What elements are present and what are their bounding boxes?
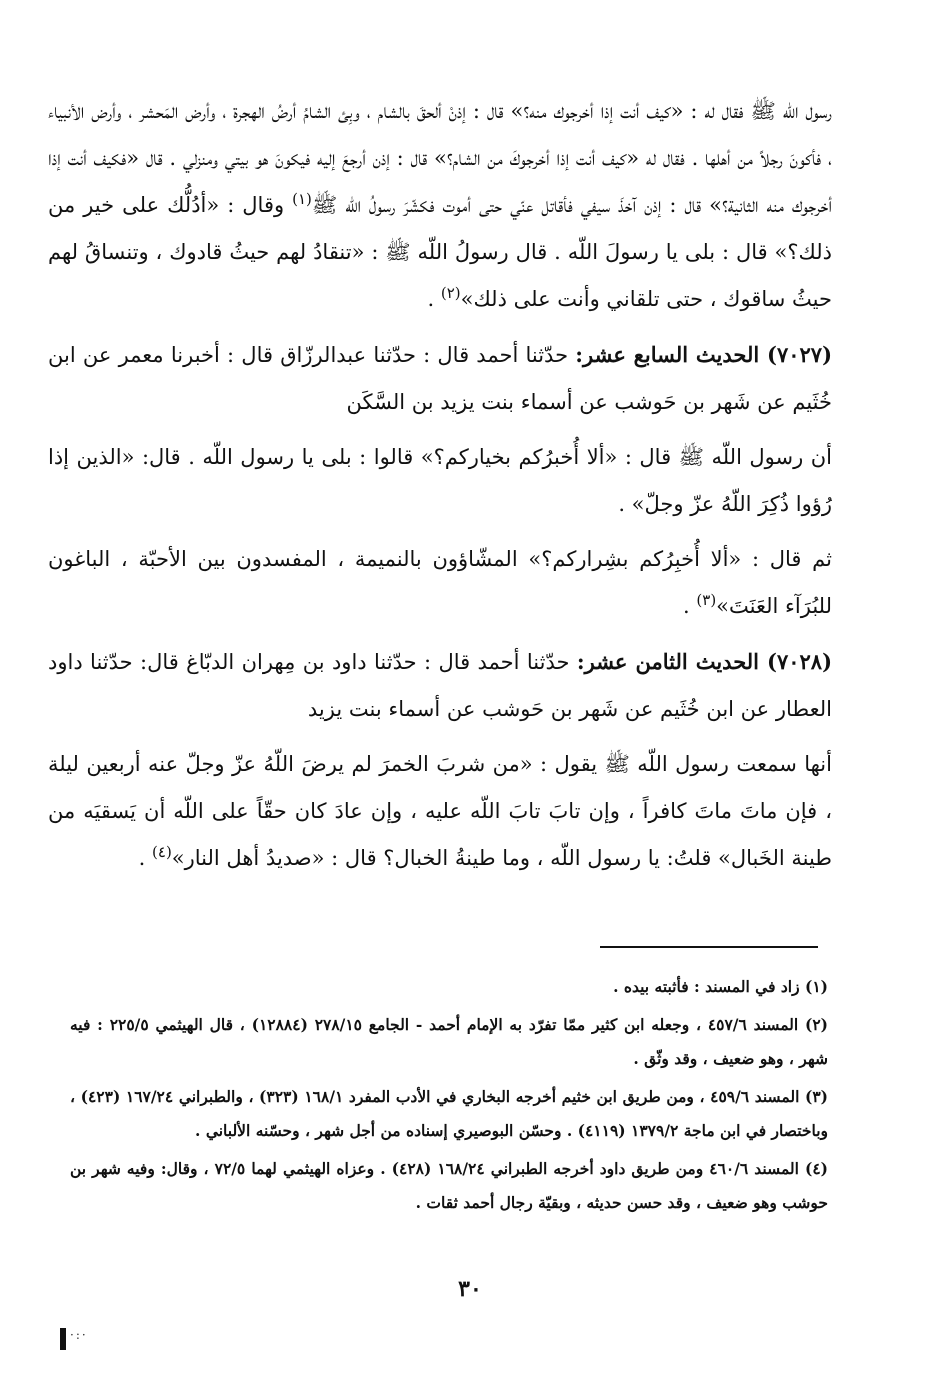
footnote-ref-2: (٢) bbox=[440, 284, 461, 302]
footnote-3: (٣) المسند ٤٥٩/٦ ، ومن طريق ابن خثيم أخرجه البخاري في الأدب المفرد ١٦٨/١ (٣٢٣) ، والطبراني ١٦٧/٢٤ (٤٢٣) ، وباختصار في ابن ماجة ١٣٧٩/٢ (٤١١٩) . وحسّن البوصيري إسناده من أجل شهر ، وحسّنه الألباني . bbox=[70, 1087, 828, 1140]
footnote-ref-1: (١) bbox=[292, 190, 312, 208]
paragraph-1-continued: وقال : «أدُلُّك على خير من ذلك؟» قال : بلى يا رسولَ اللّه . قال رسولُ اللّه ﷺ : «تنقادُ لهم حيثُ قادوك ، وتنساقُ لهم حيثُ ساقوك ، حتى تلقاني وأنت على ذلك» bbox=[48, 193, 832, 311]
main-text-block bbox=[48, 88, 832, 882]
paragraph-1 bbox=[48, 88, 832, 323]
footnote-2: (٢) المسند ٤٥٧/٦ ، وجعله ابن كثير ممّا تفرّد به الإمام أحمد - الجامع ٢٧٨/١٥ (١٢٨٨٤) ، قال الهيثمي ٢٢٥/٥ : فيه شهر ، وهو ضعيف ، وقد وثّق . bbox=[70, 1015, 828, 1068]
footnote-divider bbox=[600, 946, 818, 948]
paragraph-1-end: . bbox=[427, 287, 441, 311]
scan-artifact-dots: ·:· bbox=[70, 1328, 88, 1342]
hadith-7028-end: . bbox=[138, 846, 153, 870]
hadith-7027-end: . bbox=[683, 594, 697, 618]
hadith-7027-heading: (٧٠٢٧) الحديث السابع عشر: bbox=[575, 342, 832, 367]
hadith-7028-heading: (٧٠٢٨) الحديث الثامن عشر: bbox=[576, 649, 832, 674]
hadith-7028-isnad bbox=[48, 638, 832, 733]
footnote-1: (١) زاد في المسند : فأثبته بيده . bbox=[613, 977, 828, 996]
hadith-7027-chain: حدّثنا أحمد قال : حدّثنا عبدالرزّاق قال : أخبرنا معمر عن ابن خُثَيم عن شَهر بن حَوشب عن أسماء بنت يزيد بن السَّكَن bbox=[48, 343, 832, 414]
hadith-7027-matn-2 bbox=[48, 536, 832, 630]
footnotes-block bbox=[70, 970, 828, 1224]
scan-artifact-bar bbox=[60, 1328, 66, 1350]
hadith-7027-matn-text: أن رسول اللّه ﷺ قال : «ألا أُخبرُكم بخياركم؟» قالوا : بلى يا رسول اللّه . قال: «الذين إذا رُؤوا ذُكِرَ اللّهُ عزّ وجلّ» . bbox=[48, 445, 832, 516]
hadith-7028-matn bbox=[48, 741, 832, 882]
paragraph-1-text: رسول الله ﷺ فقال له : «كيف أنت إذا أخرجوك منه؟» قال : إذنْ ألحقَ بالشام ، وبِئ الشامُ أرضُ الهجرة ، وأرض المَحشر ، وأرض الأنبياء ، فأكونَ رجلاً من أهلها . فقال له «كيف أنت إذا أخرجوكَ من الشام؟» قال : إذن أرجعَ إليه فيكونَ هو بيتي ومنزلي . قال «فكيف أنت إذا أخرجوك منه الثانية؟» قال : إذن آخذَ سيفي فأقاتل عنّي حتى أموت فكشّرَ رسولُ اللّه ﷺ bbox=[48, 99, 832, 217]
hadith-7028-chain: حدّثنا أحمد قال : حدّثنا داود بن مِهران الدبّاغ قال: حدّثنا داود العطار عن ابن خُثَيم عن شَهر بن حَوشب عن أسماء بنت يزيد bbox=[48, 650, 832, 721]
footnote-ref-4: (٤) bbox=[152, 843, 172, 861]
page-number: ٣٠ bbox=[458, 1276, 482, 1302]
footnote-4: (٤) المسند ٤٦٠/٦ ومن طريق داود أخرجه الطبراني ١٦٨/٢٤ (٤٢٨) . وعزاه الهيثمي لهما ٧٢/٥ ، وقال: وفيه شهر بن حوشب وهو ضعيف ، وقد حسن حديثه ، وبقيّة رجال أحمد ثقات . bbox=[70, 1159, 829, 1212]
hadith-7027-matn-2-text: ثم قال : «ألا أُخبِرُكم بشِراركم؟» المشّاؤون بالنميمة ، المفسدون بين الأحبّة ، الباغون للبُرَآء العَنَتَ» bbox=[48, 547, 832, 618]
footnote-ref-3: (٣) bbox=[696, 591, 717, 609]
hadith-7028-matn-text: أنها سمعت رسول اللّه ﷺ يقول : «من شربَ الخمرَ لم يرضَ اللّهُ عزّ وجلّ عنه أربعين ليلة ، فإن ماتَ ماتَ كافراً ، وإن تابَ تابَ اللّه عليه ، وإن عادَ كان حقّاً على اللّه أن يَسقيَه من طينة الخَبال» قلتُ: يا رسول اللّه ، وما طينةُ الخبال؟ قال : «صديدُ أهل النار» bbox=[48, 752, 832, 870]
hadith-7027-isnad bbox=[48, 331, 832, 426]
hadith-7027-matn bbox=[48, 434, 832, 528]
